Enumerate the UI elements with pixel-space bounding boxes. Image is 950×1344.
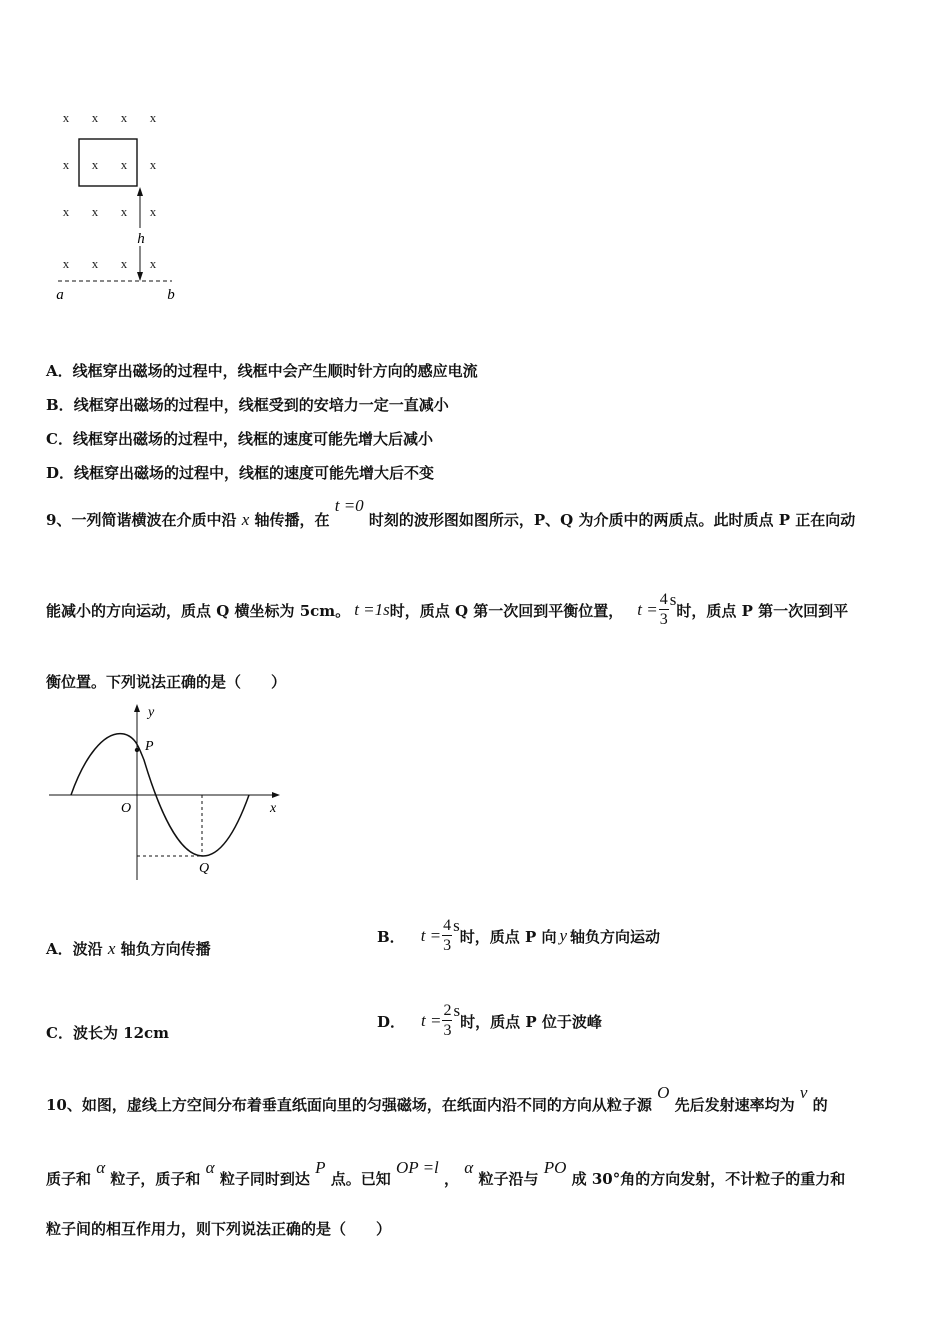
field-cross: x xyxy=(120,110,128,125)
formula-t1: t =1s xyxy=(354,600,390,619)
field-cross: x xyxy=(120,204,128,219)
question-number: 10、 xyxy=(46,1096,82,1114)
q8-option-d: D．线框穿出磁场的过程中，线框的速度可能先增大后不变 xyxy=(46,464,435,482)
q10-line-1: 10、如图，虚线上方空间分布着垂直纸面向里的匀强磁场，在纸面内沿不同的方向从粒子源 O 先后发射速率均为 v 的 xyxy=(46,1083,828,1114)
field-cross: x xyxy=(149,157,157,172)
label-b: b xyxy=(167,287,175,303)
y-axis-arrow xyxy=(134,704,140,712)
field-cross: x xyxy=(149,204,157,219)
field-cross: x xyxy=(62,110,70,125)
field-cross: x xyxy=(62,256,70,271)
field-cross: x xyxy=(91,256,99,271)
q9-line-2: 能减小的方向运动，质点 Q 横坐标为 5cm。 t =1s 时，质点 Q 第一次回到平衡位置， t = $\frac{4}{3}$ s 时，质点 P 第一次回到平 xyxy=(46,590,849,628)
magnetic-field-figure xyxy=(40,100,200,315)
label-o: O xyxy=(121,801,132,816)
field-cross: x xyxy=(149,256,157,271)
field-cross: x xyxy=(91,110,99,125)
q9-option-c: C．波长为 12cm xyxy=(46,1024,170,1042)
square-loop xyxy=(79,139,137,186)
field-cross: x xyxy=(149,110,157,125)
label-q: Q xyxy=(199,861,210,876)
label-p: P xyxy=(145,739,154,754)
label-h: h xyxy=(137,231,145,247)
q10-line-3: 粒子间的相互作用力，则下列说法正确的是（ ） xyxy=(46,1220,392,1238)
fraction-4-3: $\frac{4}{3}$ xyxy=(443,917,452,954)
x-axis-arrow xyxy=(272,792,280,798)
field-cross: x xyxy=(120,256,128,271)
field-cross: x xyxy=(62,204,70,219)
field-cross: x xyxy=(91,157,99,172)
label-x: x xyxy=(270,801,277,816)
field-cross: x xyxy=(62,157,70,172)
formula-t0: t =0 xyxy=(334,496,364,515)
q8-option-a: A．线框穿出磁场的过程中，线框中会产生顺时针方向的感应电流 xyxy=(46,362,478,380)
arrow-head-up xyxy=(137,187,143,196)
question-number: 9、 xyxy=(46,511,72,529)
q8-option-c: C．线框穿出磁场的过程中，线框的速度可能先增大后减小 xyxy=(46,430,433,448)
alpha-symbol: α xyxy=(96,1158,106,1177)
q9-line-3: 衡位置。下列说法正确的是（ ） xyxy=(46,673,287,691)
field-cross: x xyxy=(91,204,99,219)
alpha-symbol: α xyxy=(205,1158,215,1177)
q9-line-1: 9、一列简谐横波在介质中沿 x 轴传播，在 t =0 时刻的波形图如图所示，P、Q 为介质中的两质点。此时质点 P 正在向动 xyxy=(46,496,856,529)
alpha-symbol: α xyxy=(464,1158,474,1177)
field-cross: x xyxy=(120,157,128,172)
arrow-head-down xyxy=(137,272,143,281)
q9-option-b: B． t = $\frac{4}{3}$ s 时，质点 P 向 y 轴负方向运动 xyxy=(377,916,661,954)
point-p xyxy=(135,748,139,752)
label-y: y xyxy=(148,705,155,720)
fraction-2-3: $\frac{2}{3}$ xyxy=(443,1002,452,1039)
fraction-4-3: $\frac{4}{3}$ xyxy=(659,591,668,628)
q9-option-a: A．波沿 x 轴负方向传播 xyxy=(46,939,211,958)
formula-op-l: OP =l xyxy=(395,1158,439,1177)
label-a: a xyxy=(56,287,64,303)
wave-graph xyxy=(44,700,294,885)
q8-option-b: B．线框穿出磁场的过程中，线框受到的安培力一定一直减小 xyxy=(46,396,449,414)
q9-option-d: D． t = $\frac{2}{3}$ s 时，质点 P 位于波峰 xyxy=(377,1001,602,1039)
q10-line-2: 质子和 α 粒子，质子和 α 粒子同时到达 P 点。已知 OP =l ， α 粒子沿与 PO 成 30°角的方向发射，不计粒子的重力和 xyxy=(46,1158,846,1188)
